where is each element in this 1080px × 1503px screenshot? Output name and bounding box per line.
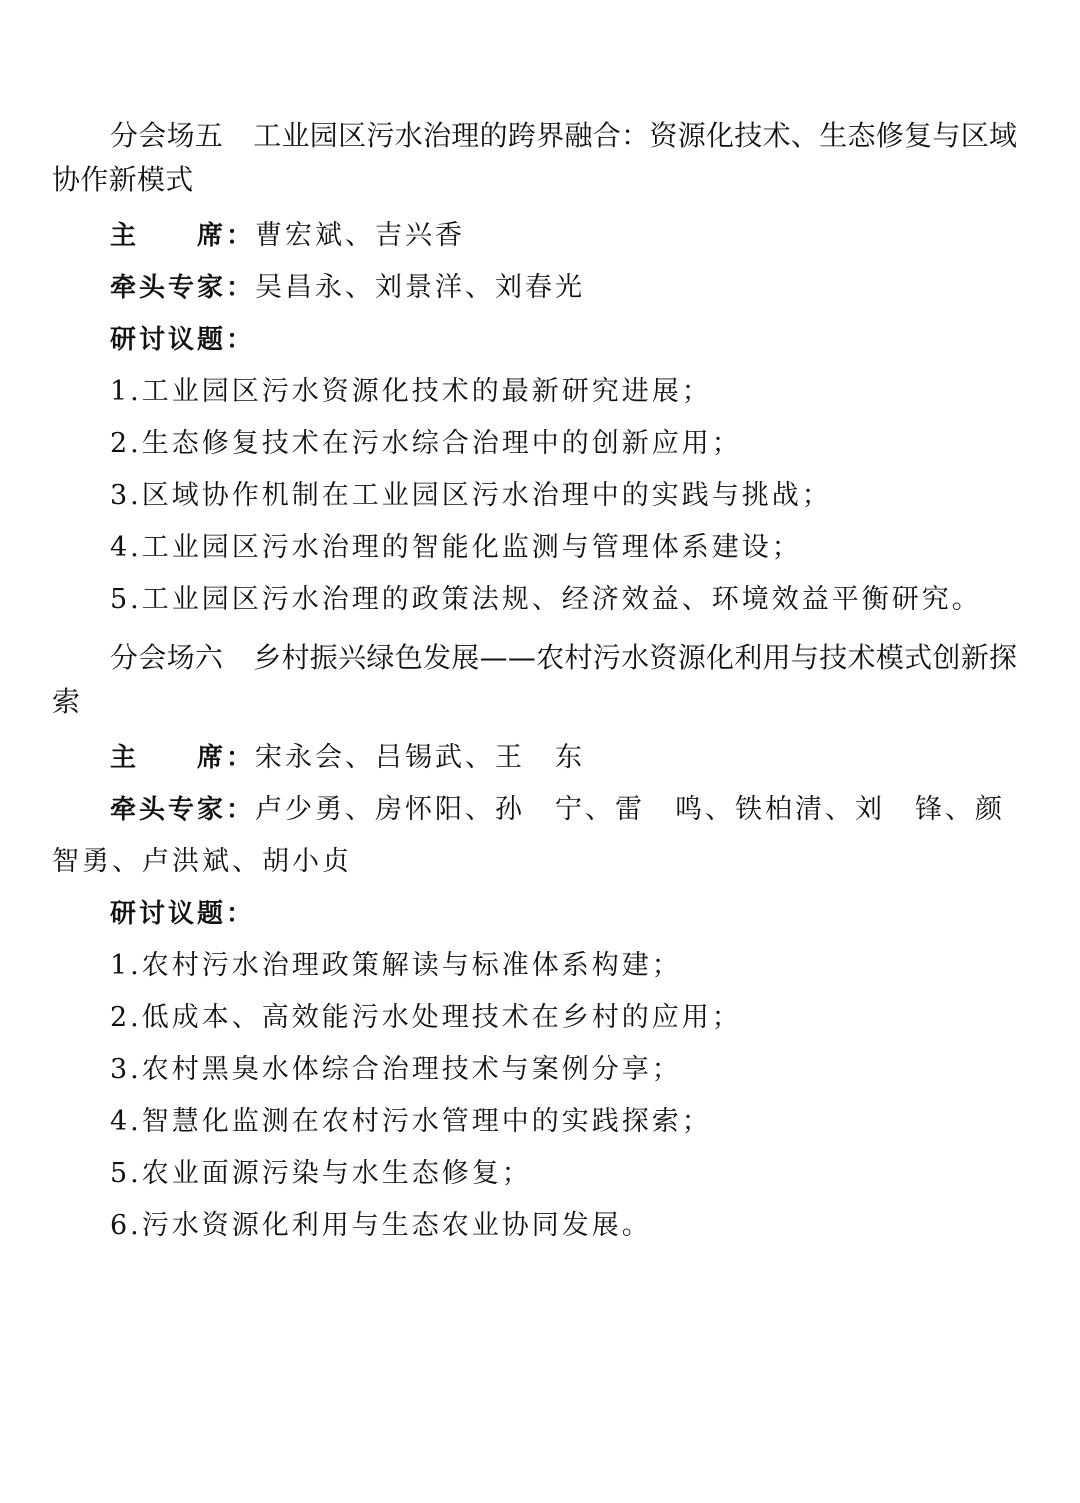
chair-line: [52, 732, 1028, 784]
topics-label: 研讨议题：: [110, 325, 256, 355]
topic-item: 3.农村黑臭水体综合治理技术与案例分享；: [110, 1054, 682, 1085]
topic-item: 1.农村污水治理政策解读与标准体系构建；: [110, 950, 682, 981]
session-title: [52, 636, 1028, 724]
lead-experts-label: 牵头专家：: [110, 273, 256, 303]
session-number: 分会场六: [110, 641, 224, 674]
session-title: [52, 114, 1028, 202]
session-six: [52, 626, 1028, 1252]
topic-item: 4.工业园区污水治理的智能化监测与管理体系建设；: [110, 532, 802, 563]
lead-experts-label: 牵头专家：: [110, 795, 256, 825]
topic-item: 1.工业园区污水资源化技术的最新研究进展；: [110, 376, 712, 407]
topic-item: 4.智慧化监测在农村污水管理中的实践探索；: [110, 1106, 712, 1137]
session-topic: 工业园区污水治理的跨界融合：资源化技术、生态修复与区域协作新模式: [52, 119, 1018, 196]
topic-item: 5.工业园区污水治理的政策法规、经济效益、环境效益平衡研究。: [110, 584, 982, 615]
lead-experts-line: [52, 784, 1028, 888]
chair-label: 主 席：: [110, 743, 256, 773]
session-five: [52, 0, 1028, 626]
topics-label: 研讨议题：: [110, 899, 256, 929]
topic-item: 2.生态修复技术在污水综合治理中的创新应用；: [110, 428, 742, 459]
chair-names: 宋永会、吕锡武、王 东: [255, 742, 586, 773]
session-topic: 乡村振兴绿色发展——农村污水资源化利用与技术模式创新探索: [52, 641, 1018, 718]
session-number: 分会场五: [110, 119, 224, 152]
lead-experts-names: 卢少勇、房怀阳、孙 宁、雷 鸣、铁柏清、刘 锋、颜智勇、卢洪斌、胡小贞: [52, 794, 1006, 877]
chair-line: [52, 210, 1028, 262]
topic-item: 5.农业面源污染与水生态修复；: [110, 1158, 532, 1189]
topics-heading: [52, 888, 1028, 940]
topics-heading: [52, 314, 1028, 366]
topic-item: 2.低成本、高效能污水处理技术在乡村的应用；: [110, 1002, 742, 1033]
chair-label: 主 席：: [110, 221, 256, 251]
lead-experts-line: [52, 262, 1028, 314]
topic-item: 3.区域协作机制在工业园区污水治理中的实践与挑战；: [110, 480, 832, 511]
topic-item: 6.污水资源化利用与生态农业协同发展。: [110, 1210, 652, 1241]
chair-names: 曹宏斌、吉兴香: [255, 220, 466, 251]
lead-experts-names: 吴昌永、刘景洋、刘春光: [255, 272, 586, 303]
